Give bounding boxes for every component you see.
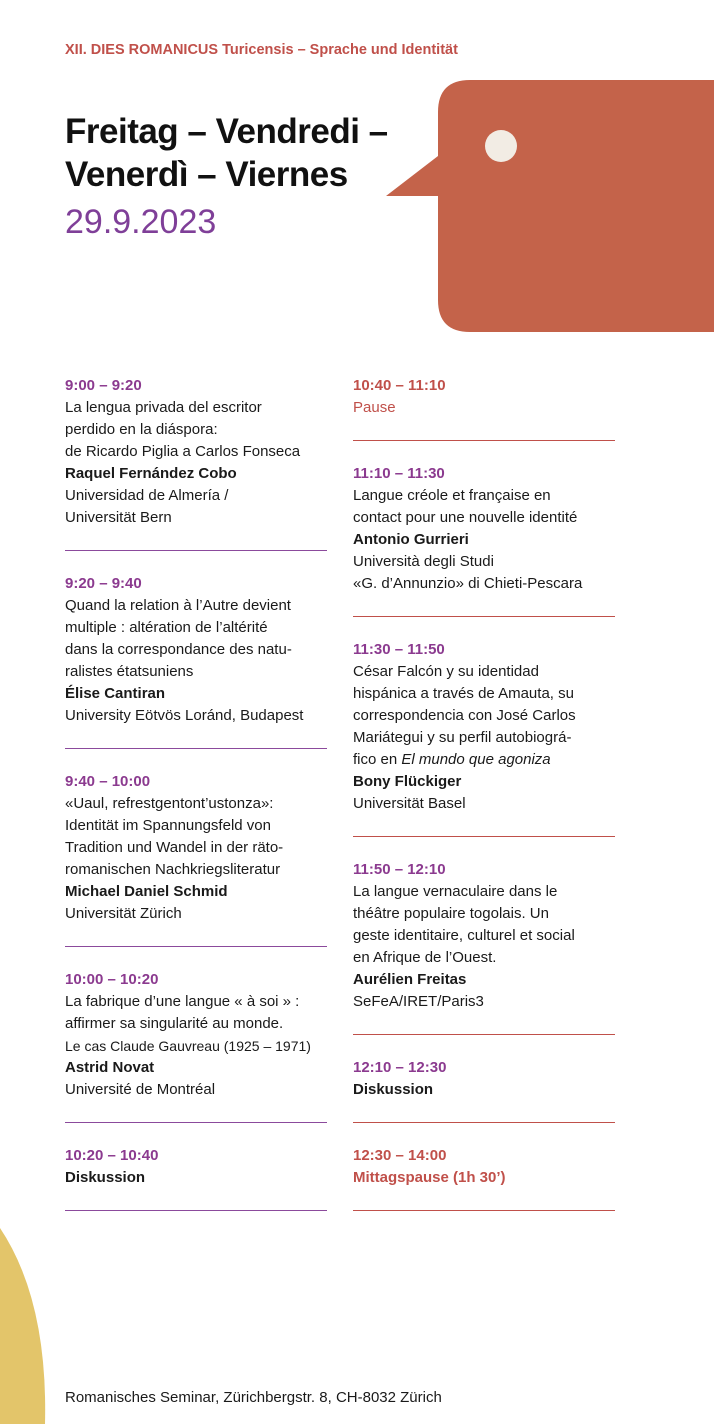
talk-title-line: en Afrique de l’Ouest. xyxy=(353,949,497,966)
speaker-name: Bony Flückiger xyxy=(353,773,462,790)
divider xyxy=(353,440,615,441)
bird-eye-icon xyxy=(485,130,517,162)
slot-time: 12:10 – 12:30 xyxy=(353,1059,447,1076)
book-title: El mundo que agoniza xyxy=(401,751,551,768)
talk-title-line: La langue vernaculaire dans le xyxy=(353,883,558,900)
divider xyxy=(353,1210,615,1211)
schedule-slot xyxy=(353,638,615,837)
schedule-slot xyxy=(353,1144,615,1211)
schedule-slot xyxy=(353,1056,615,1123)
speaker-affiliation: Universidad de Almería / xyxy=(65,487,229,504)
schedule-column-left xyxy=(65,374,327,1232)
talk-title-line: Langue créole et française en xyxy=(353,487,551,504)
talk-title-line: correspondencia con José Carlos xyxy=(353,707,576,724)
talk-title-line: Le cas Claude Gauvreau (1925 – 1971) xyxy=(65,1038,311,1054)
slot-time: 11:10 – 11:30 xyxy=(353,465,445,482)
event-date: 29.9.2023 xyxy=(65,203,217,241)
speaker-affiliation: «G. d’Annunzio» di Chieti-Pescara xyxy=(353,575,583,592)
divider xyxy=(65,748,327,749)
divider xyxy=(353,1034,615,1035)
schedule-slot xyxy=(353,858,615,1035)
divider xyxy=(65,550,327,551)
talk-title-line: Identität im Spannungsfeld von xyxy=(65,817,271,834)
talk-title-line: hispánica a través de Amauta, su xyxy=(353,685,574,702)
schedule-slot xyxy=(65,968,327,1123)
talk-title-line: La lengua privada del escritor xyxy=(65,399,262,416)
schedule-slot xyxy=(65,1144,327,1211)
slot-time: 11:50 – 12:10 xyxy=(353,861,446,878)
schedule-slot xyxy=(353,374,615,441)
talk-title-line: contact pour une nouvelle identité xyxy=(353,509,578,526)
talk-title-line: Tradition und Wandel in der räto- xyxy=(65,839,284,856)
speaker-affiliation: Universität Zürich xyxy=(65,905,182,922)
slot-time: 9:40 – 10:00 xyxy=(65,773,151,790)
slot-time: 10:00 – 10:20 xyxy=(65,971,159,988)
schedule-slot xyxy=(65,374,327,551)
talk-title-line: ralistes étatsuniens xyxy=(65,663,194,680)
divider xyxy=(353,1122,615,1123)
talk-title-line: de Ricardo Piglia a Carlos Fonseca xyxy=(65,443,301,460)
slot-time: 10:20 – 10:40 xyxy=(65,1147,159,1164)
speaker-name: Astrid Novat xyxy=(65,1059,155,1076)
slot-time: 10:40 – 11:10 xyxy=(353,377,446,394)
talk-title-line: perdido en la diáspora: xyxy=(65,421,218,438)
discussion-label: Diskussion xyxy=(353,1081,434,1098)
slot-time: 11:30 – 11:50 xyxy=(353,641,445,658)
talk-title-line: affirmer sa singularité au monde. xyxy=(65,1015,284,1032)
speaker-affiliation: Università degli Studi xyxy=(353,553,494,570)
speaker-name: Raquel Fernández Cobo xyxy=(65,465,237,482)
slot-time: 12:30 – 14:00 xyxy=(353,1147,447,1164)
talk-title-line: Mariátegui y su perfil autobiográ- xyxy=(353,729,572,746)
talk-title-line: Quand la relation à l’Autre devient xyxy=(65,597,291,614)
pause-label: Pause xyxy=(353,399,396,416)
talk-title-line xyxy=(353,749,615,771)
slot-time: 9:00 – 9:20 xyxy=(65,377,142,394)
divider xyxy=(65,1210,327,1211)
talk-title-line: La fabrique d’une langue « à soi » : xyxy=(65,993,300,1010)
speaker-name: Élise Cantiran xyxy=(65,685,166,702)
lunch-break-label: Mittagspause (1h 30’) xyxy=(353,1169,506,1186)
schedule-slot xyxy=(65,572,327,749)
talk-title-line: César Falcón y su identidad xyxy=(353,663,539,680)
event-header: XII. DIES ROMANICUS Turicensis – Sprache und Identität xyxy=(65,42,458,58)
schedule-slot xyxy=(353,462,615,617)
talk-title-line: geste identitaire, culturel et social xyxy=(353,927,575,944)
speaker-name: Aurélien Freitas xyxy=(353,971,467,988)
divider xyxy=(353,616,615,617)
speaker-name: Antonio Gurrieri xyxy=(353,531,469,548)
speaker-affiliation: Universität Basel xyxy=(353,795,466,812)
title-line: Venerdì – Viernes xyxy=(65,155,348,194)
divider xyxy=(353,836,615,837)
talk-title-line: dans la correspondance des natu- xyxy=(65,641,292,658)
schedule-slot xyxy=(65,770,327,947)
speaker-affiliation: Universität Bern xyxy=(65,509,172,526)
talk-title-line: romanischen Nachkriegsliteratur xyxy=(65,861,281,878)
schedule-column-right xyxy=(353,374,615,1232)
talk-title-line: multiple : altération de l’altérité xyxy=(65,619,268,636)
talk-title-line: «Uaul, refrestgentont’ustonza»: xyxy=(65,795,274,812)
divider xyxy=(65,1122,327,1123)
speaker-name: Michael Daniel Schmid xyxy=(65,883,228,900)
slot-time: 9:20 – 9:40 xyxy=(65,575,142,592)
title-line: Freitag – Vendredi – xyxy=(65,112,388,151)
speaker-affiliation: SeFeA/IRET/Paris3 xyxy=(353,993,484,1010)
discussion-label: Diskussion xyxy=(65,1169,146,1186)
talk-title-line: théâtre populaire togolais. Un xyxy=(353,905,549,922)
speaker-affiliation: University Eötvös Loránd, Budapest xyxy=(65,707,304,724)
title-prefix: fico en xyxy=(353,751,402,768)
speaker-affiliation: Université de Montréal xyxy=(65,1081,216,1098)
page-title xyxy=(65,110,445,196)
footer-address: Romanisches Seminar, Zürichbergstr. 8, CH-8032 Zürich xyxy=(65,1389,442,1406)
divider xyxy=(65,946,327,947)
